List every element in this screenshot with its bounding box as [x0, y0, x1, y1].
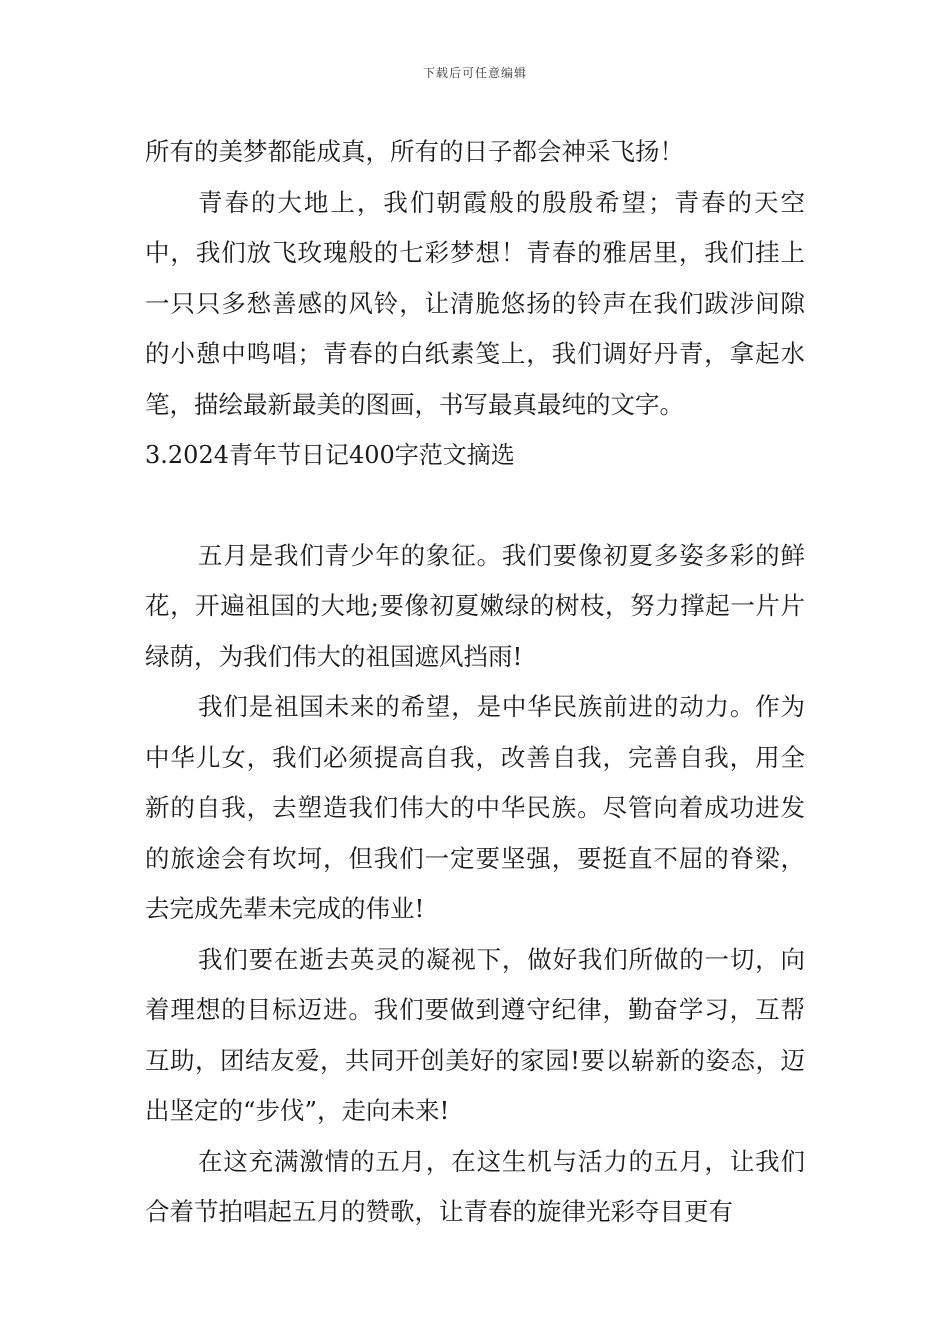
page-header-note: 下载后可任意编辑 [422, 66, 527, 80]
paragraph-continuation: 所有的美梦都能成真，所有的日子都会神采飞扬！ [145, 137, 684, 166]
section-heading: 3.2024青年节日记400字范文摘选 [145, 441, 515, 469]
paragraph: 我们要在逝去英灵的凝视下，做好我们所做的一切，向着理想的目标迈进。我们要做到遵守纪律，勤奋学习，互帮互助，团结友爱，共同开创美好的家园!要以崭新的姿态，迈出坚定的“步伐”，走向未来! [145, 944, 805, 1125]
paragraph: 我们是祖国未来的希望，是中华民族前进的动力。作为中华儿女，我们必须提高自我，改善自我，完善自我，用全新的自我，去塑造我们伟大的中华民族。尽管向着成功进发的旅途会有坎坷，但我们一定要坚强，要挺直不屈的脊梁，去完成先辈未完成的伟业! [145, 692, 805, 923]
paragraph: 青春的大地上，我们朝霞般的殷殷希望；青春的天空中，我们放飞玫瑰般的七彩梦想！青春的雅居里，我们挂上一只只多愁善感的风铃，让清脆悠扬的铃声在我们跋涉间隙的小憩中鸣唱；青春的白纸素笺上，我们调好丹青，拿起水笔，描绘最新最美的图画，书写最真最纯的文字。 [145, 187, 805, 419]
paragraph: 在这充满激情的五月，在这生机与活力的五月，让我们合着节拍唱起五月的赞歌，让青春的旋律光彩夺目更有 [145, 1146, 805, 1226]
document-body [145, 127, 805, 1238]
paragraph: 五月是我们青少年的象征。我们要像初夏多姿多彩的鲜花，开遍祖国的大地;要像初夏嫩绿的树枝，努力撑起一片片绿荫，为我们伟大的祖国遮风挡雨! [145, 540, 805, 671]
blank-line [145, 481, 805, 531]
